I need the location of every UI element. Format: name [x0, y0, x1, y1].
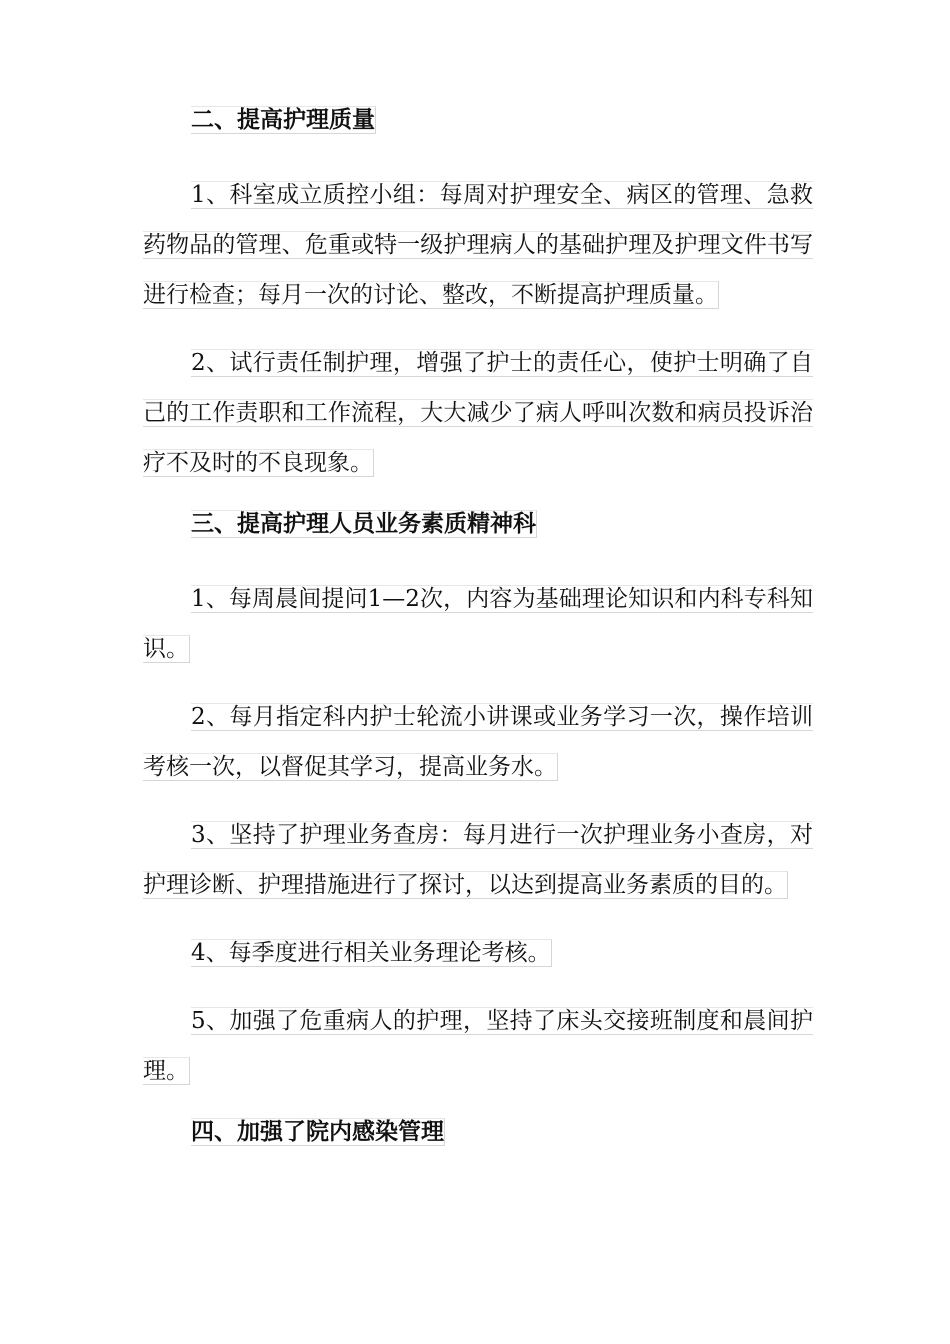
paragraph: 1、每周晨间提问1—2次，内容为基础理论知识和内科专科知识。 [143, 586, 813, 662]
paragraph: 5、加强了危重病人的护理，坚持了床头交接班制度和晨间护理。 [143, 1008, 813, 1084]
paragraph: 1、科室成立质控小组：每周对护理安全、病区的管理、急救药物品的管理、危重或特一级护理病人的基础护理及护理文件书写进行检查；每月一次的讨论、整改，不断提高护理质量。 [143, 182, 813, 308]
paragraph: 2、每月指定科内护士轮流小讲课或业务学习一次，操作培训考核一次，以督促其学习，提高业务水。 [143, 704, 813, 780]
paragraph: 2、试行责任制护理，增强了护士的责任心，使护士明确了自己的工作责职和工作流程，大大减少了病人呼叫次数和病员投诉治疗不及时的不良现象。 [143, 350, 813, 476]
document-body [143, 102, 813, 1182]
section-infection [143, 1114, 813, 1150]
section-heading: 三、提高护理人员业务素质精神科 [191, 511, 536, 537]
section-heading: 四、加强了院内感染管理 [191, 1119, 444, 1145]
paragraph: 4、每季度进行相关业务理论考核。 [191, 940, 551, 966]
paragraph: 3、坚持了护理业务查房：每月进行一次护理业务小查房，对护理诊断、护理措施进行了探讨，以达到提高业务素质的目的。 [143, 822, 813, 898]
section-heading: 二、提高护理质量 [191, 107, 375, 133]
section-quality [143, 102, 813, 488]
section-staff-quality [143, 506, 813, 1096]
